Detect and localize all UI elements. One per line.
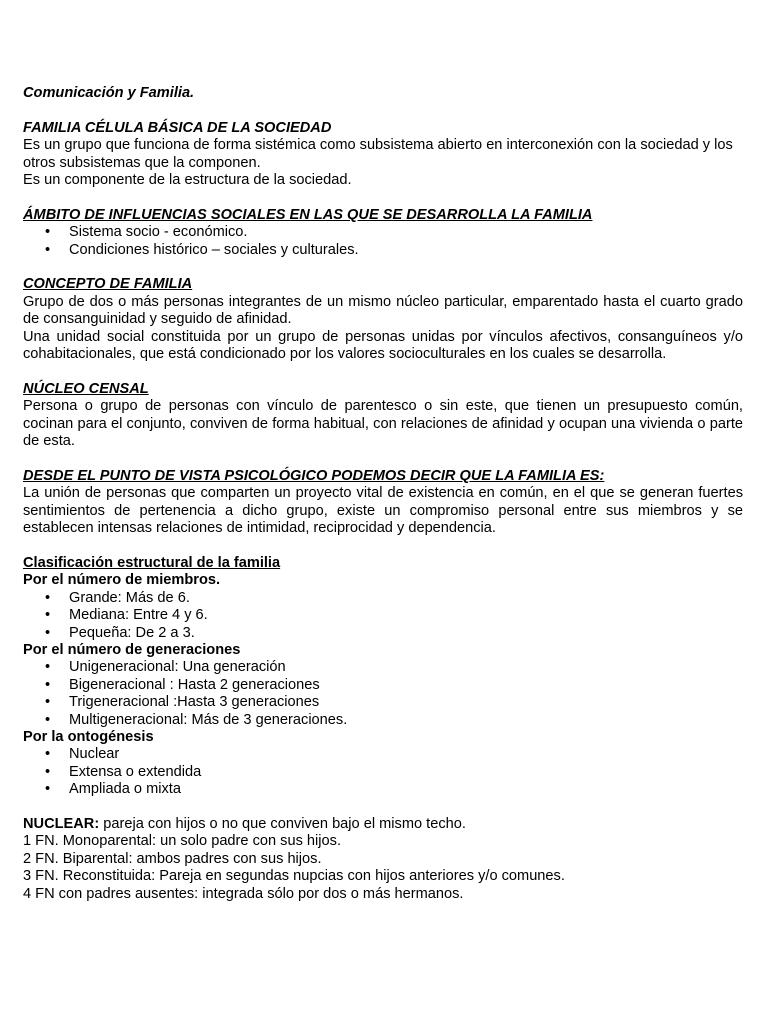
bullet-list xyxy=(23,659,743,729)
section-paragraph: Una unidad social constituida por un grupo de personas unidas por vínculos afectivos, consanguíneos y/o cohabitacionales, que está condicionado por los valores socioculturales en los cuales se desarrolla. xyxy=(23,328,743,363)
group-title-ontogenesis: Por la ontogénesis xyxy=(23,728,154,745)
section-paragraph: Grupo de dos o más personas integrantes de un mismo núcleo particular, emparentado hasta el cuarto grado de consanguinidad y seguido de afinidad. xyxy=(23,293,743,328)
family-type-line: 2 FN. Biparental: ambos padres con sus hijos. xyxy=(23,850,322,867)
bullet-list xyxy=(23,224,743,259)
family-type-line: 4 FN con padres ausentes: integrada sólo por dos o más hermanos. xyxy=(23,885,464,902)
spacer xyxy=(23,102,743,119)
nuclear-lead-text: pareja con hijos o no que conviven bajo el mismo techo. xyxy=(99,815,466,832)
spacer xyxy=(23,363,743,380)
list-item: • Nuclear xyxy=(69,746,743,763)
bullet-list xyxy=(23,590,743,642)
section-heading-concepto: CONCEPTO DE FAMILIA xyxy=(23,276,193,293)
section-heading-ambito: ÁMBITO DE INFLUENCIAS SOCIALES EN LAS QUE SE DESARROLLA LA FAMILIA xyxy=(23,206,593,223)
family-type-line: 1 FN. Monoparental: un solo padre con sus hijos. xyxy=(23,833,341,850)
section-heading-psicologico: DESDE EL PUNTO DE VISTA PSICOLÓGICO PODEMOS DECIR QUE LA FAMILIA ES: xyxy=(23,467,605,484)
list-item: • Ampliada o mixta xyxy=(69,781,743,798)
document-title: Comunicación y Familia. xyxy=(23,85,195,101)
list-item: • Condiciones histórico – sociales y culturales. xyxy=(69,242,743,259)
list-item: • Grande: Más de 6. xyxy=(69,590,743,607)
section-paragraph: Es un grupo que funciona de forma sistémica como subsistema abierto en interconexión con la sociedad y los otros subsistemas que la componen. xyxy=(23,137,733,171)
nuclear-definition xyxy=(23,816,743,833)
spacer xyxy=(23,259,743,276)
list-item: • Bigeneracional : Hasta 2 generaciones xyxy=(69,677,743,694)
section-paragraph: La unión de personas que comparten un proyecto vital de existencia en común, en el que se generan fuertes sentimientos de pertenencia a dicho grupo, existe un compromiso personal entre sus miembros y se establecen intensas relaciones de intimidad, reciprocidad y dependencia. xyxy=(23,485,743,537)
group-title-miembros: Por el número de miembros. xyxy=(23,572,221,589)
list-item: • Pequeña: De 2 a 3. xyxy=(69,625,743,642)
list-item: • Trigeneracional :Hasta 3 generaciones xyxy=(69,694,743,711)
section-heading-clasificacion: Clasificación estructural de la familia xyxy=(23,554,281,571)
section-paragraph: Es un componente de la estructura de la sociedad. xyxy=(23,172,352,189)
list-item: • Unigeneracional: Una generación xyxy=(69,659,743,676)
section-heading-nucleo-censal: NÚCLEO CENSAL xyxy=(23,380,149,397)
list-item: • Sistema socio - económico. xyxy=(69,224,743,241)
spacer xyxy=(23,537,743,554)
list-item: • Mediana: Entre 4 y 6. xyxy=(69,607,743,624)
spacer xyxy=(23,799,743,816)
list-item: • Extensa o extendida xyxy=(69,764,743,781)
spacer xyxy=(23,189,743,206)
section-heading-familia-celula: FAMILIA CÉLULA BÁSICA DE LA SOCIEDAD xyxy=(23,119,332,136)
bullet-list xyxy=(23,746,743,798)
group-title-generaciones: Por el número de generaciones xyxy=(23,641,241,658)
spacer xyxy=(23,450,743,467)
nuclear-lead: NUCLEAR: xyxy=(23,815,100,832)
section-paragraph: Persona o grupo de personas con vínculo de parentesco o sin este, que tienen un presupuesto común, cocinan para el conjunto, conviven de forma habitual, con relaciones de afinidad y ocupan una vivienda o parte de esta. xyxy=(23,398,743,450)
list-item: • Multigeneracional: Más de 3 generaciones. xyxy=(69,712,743,729)
family-type-line: 3 FN. Reconstituida: Pareja en segundas nupcias con hijos anteriores y/o comunes. xyxy=(23,868,565,885)
